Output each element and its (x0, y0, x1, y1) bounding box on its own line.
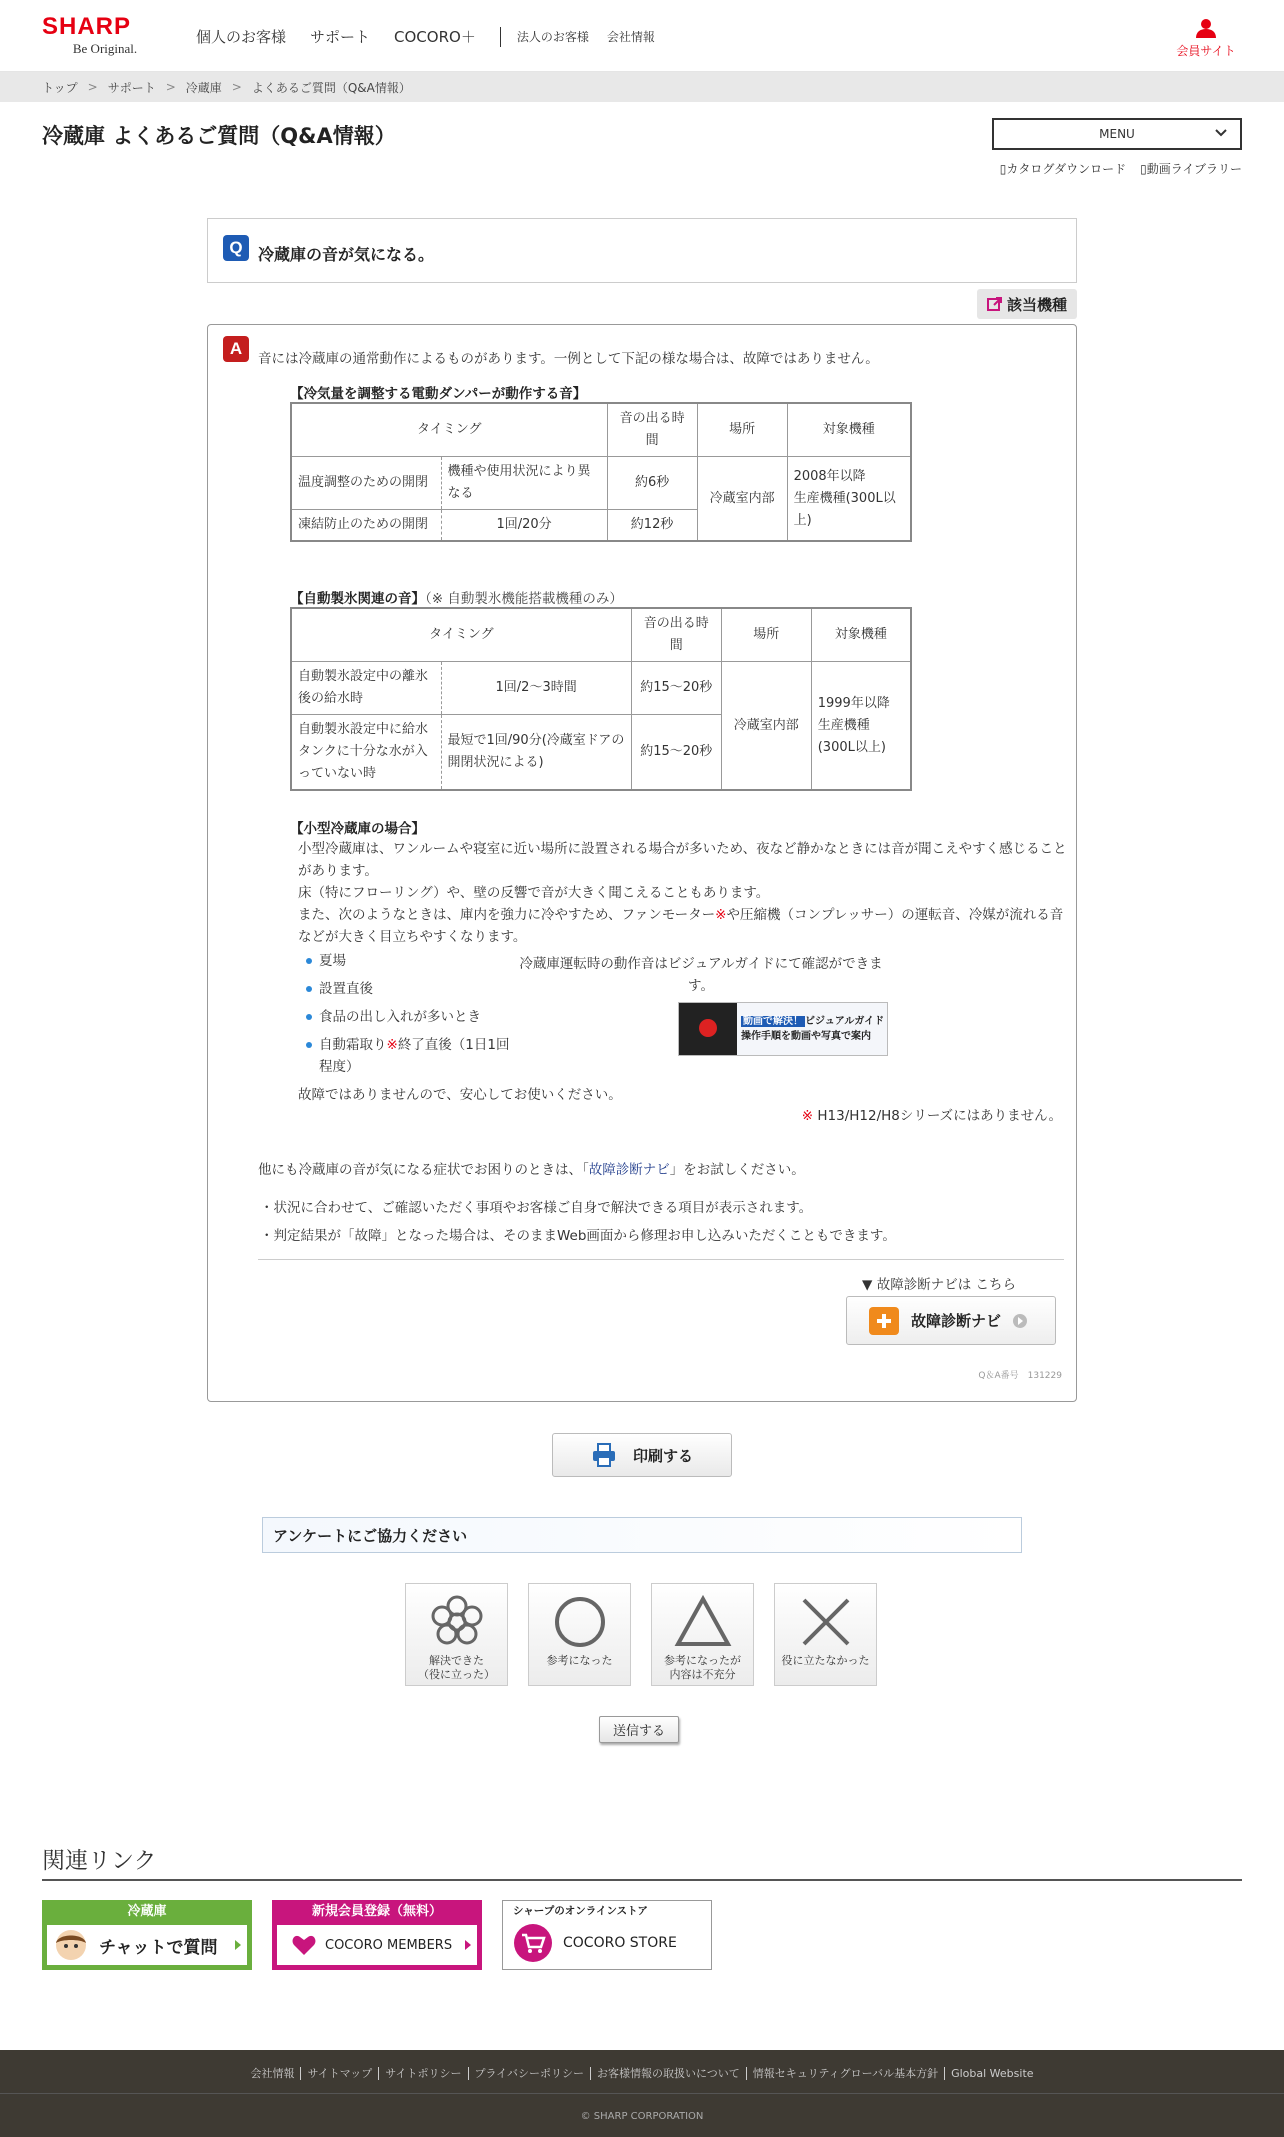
breadcrumb-separator: > (231, 80, 242, 94)
small-fridge-para-2: 床（特にフローリング）や、壁の反響で音が大きく聞こえることもあります。 (298, 885, 770, 901)
visual-guide-banner-text (737, 1014, 884, 1044)
cell-timing: 温度調整のための開閉 (291, 457, 441, 510)
icemaker-table-heading (290, 587, 623, 607)
cross-icon (796, 1594, 856, 1650)
page-title: 冷蔵庫 よくあるご質問（Q&A情報） (42, 124, 396, 148)
film-reel-icon (679, 1003, 737, 1055)
chat-banner[interactable] (42, 1900, 252, 1970)
nav-business[interactable]: 法人のお客様 (516, 30, 589, 44)
answer-icon: A (223, 336, 249, 362)
breadcrumb (0, 72, 1284, 102)
small-fridge-heading: 【小型冷蔵庫の場合】 (290, 821, 425, 837)
member-site-link[interactable] (1170, 16, 1242, 59)
nav-cocoro-plus[interactable]: COCORO＋ (394, 28, 476, 46)
diagnosis-navi-button-label: 故障診断ナビ (911, 1312, 1002, 1330)
para3-text-b: や圧縮機（コンプレッサー）の運転音、冷媒が流れる音などが大きく目立ちやすくなります。 (298, 907, 1064, 945)
user-icon (1194, 16, 1218, 40)
cart-icon (513, 1923, 553, 1963)
print-button-label: 印刷する (632, 1446, 693, 1465)
cell-interval: 最短で1回/90分(冷蔵室ドアの開閉状況による) (441, 715, 631, 791)
member-signup-banner[interactable] (272, 1900, 482, 1970)
logo-tagline: Be Original. (72, 41, 138, 56)
breadcrumb-separator: > (87, 80, 98, 94)
banner-line-1: ビジュアルガイド (805, 1016, 885, 1027)
cell-duration: 約15〜20秒 (631, 715, 721, 791)
logo-text: SHARP (42, 13, 132, 40)
breadcrumb-separator: > (165, 80, 176, 94)
diagnosis-lead-a: 他にも冷蔵庫の音が気になる症状でお困りのときは、「 (258, 1162, 589, 1178)
models-line-2: 生産機種(300L以上) (793, 490, 896, 528)
diagnosis-points (260, 1197, 896, 1253)
send-button[interactable]: 送信する (599, 1716, 679, 1743)
arrow-right-icon (235, 1940, 241, 1950)
breadcrumb-top[interactable]: トップ (42, 80, 78, 95)
defrost-text-b: 終了直後（1日1回程度） (319, 1037, 510, 1075)
cell-timing: 凍結防止のための開閉 (291, 510, 441, 542)
divider (42, 1879, 1242, 1881)
table-header-row (291, 608, 911, 662)
survey-option-not-helpful[interactable] (774, 1583, 877, 1686)
arrow-right-circle-icon (1013, 1314, 1027, 1328)
catalog-download-link[interactable]: ▯カタログダウンロード (999, 162, 1127, 176)
small-fridge-para-1: 小型冷蔵庫は、ワンルームや寝室に近い場所に設置される場合が多いため、夜など静かなときには音が聞こえやすく感じることがあります。 (298, 841, 1067, 879)
th-duration: 音の出る時間 (631, 608, 721, 662)
small-fridge-para-3 (298, 904, 1068, 948)
online-store-body (513, 1923, 706, 1963)
cell-place: 冷蔵室内部 (697, 457, 787, 542)
question-box (207, 218, 1077, 283)
cell-duration: 約15〜20秒 (631, 662, 721, 715)
online-store-text: COCORO STORE (563, 1935, 677, 1951)
arrow-right-icon (465, 1940, 471, 1950)
survey-option-label: 参考になったが (664, 1654, 741, 1667)
footer-links (0, 2065, 1284, 2081)
print-button[interactable] (552, 1433, 732, 1477)
qa-number: Q＆A番号 131229 (978, 1371, 1062, 1381)
nav-support[interactable]: サポート (310, 28, 371, 46)
models-line-2: 生産機種(300L以上) (817, 717, 886, 755)
list-item: 食品の出し入れが多いとき (303, 1006, 513, 1028)
catalog-download-label: カタログダウンロード (1006, 162, 1127, 176)
cell-timing: 自動製氷設定中の離氷後の給水時 (291, 662, 441, 715)
damper-table-heading: 【冷気量を調整する電動ダンパーが動作する音】 (290, 386, 587, 402)
video-library-label: 動画ライブラリー (1146, 162, 1242, 176)
applicable-models-label: 該当機種 (1006, 295, 1067, 314)
diagnosis-lead-b: 」をお試しください。 (669, 1162, 805, 1178)
printer-icon (591, 1442, 617, 1468)
member-signup-body (277, 1925, 477, 1965)
divider (258, 1259, 1064, 1260)
nav-personal[interactable]: 個人のお客様 (196, 28, 287, 46)
damper-sound-table (290, 402, 912, 542)
cell-timing: 自動製氷設定中に給水タンクに十分な水が入っていない時 (291, 715, 441, 791)
video-library-link[interactable]: ▯動画ライブラリー (1140, 162, 1242, 176)
th-place: 場所 (697, 403, 787, 457)
footer-link-customer-info[interactable]: お客様情報の取扱いについて (591, 2067, 747, 2080)
th-duration: 音の出る時間 (607, 403, 697, 457)
answer-lead: 音には冷蔵庫の通常動作によるものがあります。一例として下記の様な場合は、故障ではありません。 (258, 351, 879, 367)
cell-place: 冷蔵室内部 (721, 662, 811, 791)
chat-banner-text: チャットで質問 (99, 1937, 218, 1958)
cell-duration: 約6秒 (607, 457, 697, 510)
member-signup-caption: 新規会員登録（無料） (311, 1904, 442, 1919)
diagnosis-here-label: ▼ 故障診断ナビは こちら (862, 1277, 1016, 1293)
applicable-models-button[interactable] (977, 289, 1077, 319)
survey-option-solved[interactable] (405, 1583, 508, 1686)
models-line-1: 1999年以降 (817, 695, 890, 711)
sub-links (986, 160, 1242, 177)
survey-option-insufficient[interactable] (651, 1583, 754, 1686)
online-store-banner[interactable] (502, 1900, 712, 1970)
question-text: 冷蔵庫の音が気になる。 (258, 245, 435, 264)
series-note (802, 1104, 1062, 1124)
heart-icon (291, 1933, 317, 1957)
external-link-icon (987, 296, 1003, 312)
breadcrumb-fridge[interactable]: 冷蔵庫 (185, 80, 222, 95)
table-row (291, 662, 911, 715)
member-signup-text: COCORO MEMBERS (325, 1937, 453, 1953)
th-timing: タイミング (291, 403, 607, 457)
condition-list (303, 950, 513, 1084)
small-fridge-body (298, 838, 1068, 948)
sharp-logo[interactable] (42, 14, 168, 58)
list-item (303, 1034, 513, 1078)
diagnosis-lead (258, 1158, 805, 1178)
online-store-caption: シャープのオンラインストア (513, 1905, 648, 1917)
visual-guide-note: 冷蔵庫運転時の動作音はビジュアルガイドにて確認ができます。 (519, 956, 883, 994)
th-timing: タイミング (291, 608, 631, 662)
diagnosis-navi-link[interactable]: 故障診断ナビ (588, 1162, 670, 1178)
survey-option-label: 解決できた (429, 1654, 484, 1667)
table-header-row (291, 403, 911, 457)
circle-icon (550, 1594, 610, 1650)
diagnosis-navi-button[interactable] (846, 1296, 1056, 1345)
table-row (291, 457, 911, 510)
reference-mark: ※ (715, 907, 727, 923)
nav-company[interactable]: 会社情報 (606, 30, 655, 44)
global-nav (196, 26, 673, 47)
cell-models (787, 457, 911, 542)
copyright: © SHARP CORPORATION (580, 2111, 704, 2122)
survey-option-sublabel: 内容は不充分 (669, 1668, 736, 1681)
icemaker-heading-text: 【自動製氷関連の音】 (290, 591, 425, 607)
chevron-down-icon (1214, 126, 1228, 140)
question-icon: Q (223, 235, 249, 261)
cell-interval: 1回/20分 (441, 510, 607, 542)
assistant-avatar-icon (53, 1927, 89, 1963)
survey-option-label: 参考になった (546, 1654, 613, 1667)
visual-guide-banner[interactable] (678, 1002, 888, 1056)
menu-dropdown[interactable] (992, 118, 1242, 150)
related-links-title: 関連リンク (42, 1848, 157, 1874)
footer-link-sitemap[interactable]: サイトマップ (301, 2067, 379, 2080)
footer-link-company[interactable]: 会社情報 (244, 2067, 301, 2080)
th-models: 対象機種 (811, 608, 911, 662)
list-item: ・ 判定結果が「故障」となった場合は、そのままWeb画面から修理お申し込みいただくこともできます。 (260, 1225, 896, 1247)
footer-link-global[interactable]: Global Website (951, 2067, 1034, 2080)
models-line-1: 2008年以降 (793, 468, 866, 484)
list-item: 夏場 (303, 950, 513, 972)
reference-mark: ※ (386, 1037, 398, 1053)
breadcrumb-current: よくあるご質問（Q&A情報） (251, 80, 411, 95)
chat-banner-body (47, 1925, 247, 1965)
cell-interval: 機種や使用状況により異なる (441, 457, 607, 510)
chat-banner-caption: 冷蔵庫 (127, 1904, 167, 1919)
banner-highlight: 動画で解決！ (743, 1016, 803, 1027)
breadcrumb-support[interactable]: サポート (107, 80, 156, 95)
nav-divider (500, 27, 501, 47)
cell-duration: 約12秒 (607, 510, 697, 542)
para3-text-a: また、次のようなときは、庫内を強力に冷やすため、ファンモーター (298, 907, 716, 923)
footer-link-security-policy[interactable]: 情報セキュリティグローバル基本方針 (747, 2067, 945, 2080)
icemaker-sound-table (290, 607, 912, 791)
survey-option-helpful[interactable] (528, 1583, 631, 1686)
site-header (0, 0, 1284, 72)
list-item: 設置直後 (303, 978, 513, 1000)
series-note-text: H13/H12/H8シリーズにはありません。 (817, 1108, 1062, 1124)
reference-mark: ※ (801, 1108, 814, 1124)
divider (0, 2093, 1284, 2094)
cell-interval: 1回/2〜3時間 (441, 662, 631, 715)
cell-models (811, 662, 911, 791)
site-footer (0, 2050, 1284, 2137)
answer-box (207, 324, 1077, 1402)
icemaker-heading-note: （※ 自動製氷機能搭載機種のみ） (425, 591, 623, 607)
survey-heading: アンケートにご協力ください (262, 1517, 1022, 1553)
member-site-label: 会員サイト (1176, 44, 1236, 58)
flower-icon (427, 1594, 487, 1650)
list-item: ・ 状況に合わせて、ご確認いただく事項やお客様ご自身で解決できる項目が表示されます。 (260, 1197, 896, 1219)
th-place: 場所 (721, 608, 811, 662)
first-aid-kit-icon (869, 1307, 899, 1335)
menu-label: MENU (1099, 127, 1135, 141)
defrost-text-a: 自動霜取り (319, 1037, 387, 1053)
th-models: 対象機種 (787, 403, 911, 457)
reassure-text: 故障ではありませんので、安心してお使いください。 (298, 1087, 622, 1103)
banner-line-2: 操作手順を動画や写真で案内 (741, 1031, 871, 1042)
survey-option-sublabel: （役に立った） (418, 1668, 495, 1681)
footer-link-privacy[interactable]: プライバシーポリシー (469, 2067, 591, 2080)
footer-link-site-policy[interactable]: サイトポリシー (379, 2067, 468, 2080)
triangle-icon (673, 1594, 733, 1650)
survey-option-label: 役に立たなかった (781, 1654, 870, 1667)
